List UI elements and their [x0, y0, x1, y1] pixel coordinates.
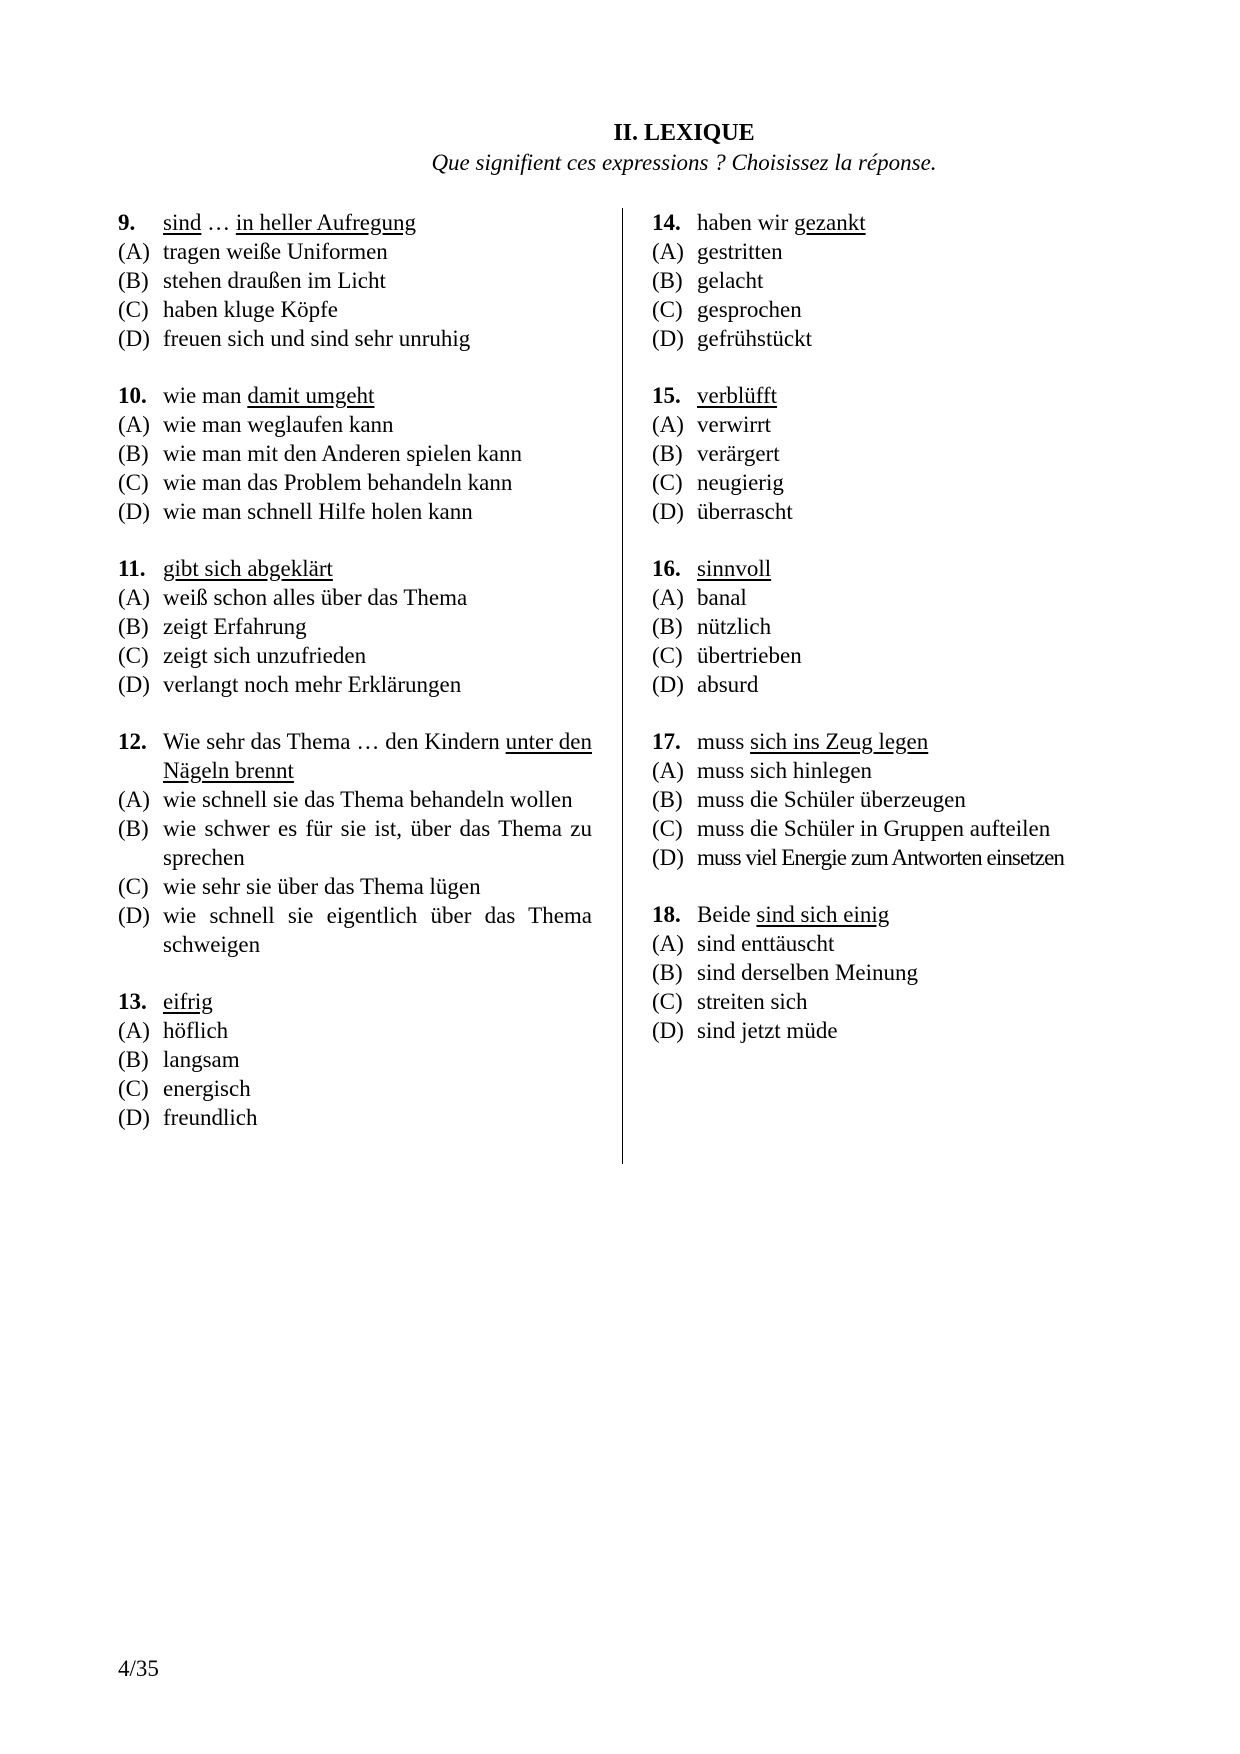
option-letter: (D) [652, 1018, 684, 1043]
option-text: sind jetzt müde [697, 1018, 838, 1043]
option-letter: (B) [118, 816, 149, 841]
option-text: verlangt noch mehr Erklärungen [163, 672, 462, 697]
question-stem-row [652, 727, 1122, 756]
answer-option [118, 439, 592, 468]
question-number: 17. [652, 729, 681, 754]
option-letter: (D) [652, 672, 684, 697]
underlined-expression: gezankt [794, 210, 866, 235]
question-18 [652, 900, 1122, 1045]
question-stem [163, 727, 592, 785]
option-letter: (C) [652, 989, 683, 1014]
question-number: 16. [652, 556, 681, 581]
option-letter: (D) [652, 326, 684, 351]
option-text: banal [697, 585, 747, 610]
answer-option [652, 439, 1122, 468]
question-stem [163, 554, 592, 583]
option-text: sind derselben Meinung [697, 960, 919, 985]
right-question-column [652, 208, 1122, 1073]
answer-option [652, 958, 1122, 987]
question-stem [697, 381, 1122, 410]
option-text: wie man weglaufen kann [163, 412, 394, 437]
answer-option [652, 785, 1122, 814]
option-text: wie man schnell Hilfe holen kann [163, 499, 473, 524]
question-stem [697, 554, 1122, 583]
option-text: höflich [163, 1018, 229, 1043]
option-text: stehen draußen im Licht [163, 268, 386, 293]
question-number: 13. [118, 989, 147, 1014]
option-text: freundlich [163, 1105, 258, 1130]
question-stem [163, 208, 592, 237]
option-letter: (D) [118, 326, 150, 351]
question-stem [697, 900, 1122, 929]
option-letter: (C) [118, 1076, 149, 1101]
answer-option [652, 612, 1122, 641]
question-stem [697, 208, 1122, 237]
answer-option [118, 410, 592, 439]
question-number: 11. [118, 556, 146, 581]
option-letter: (B) [652, 960, 683, 985]
answer-option [118, 237, 592, 266]
question-number: 10. [118, 383, 147, 408]
stem-text: wie man [163, 383, 248, 408]
stem-text: muss [697, 729, 751, 754]
option-text: überrascht [697, 499, 793, 524]
option-text: wie sehr sie über das Thema lügen [163, 874, 481, 899]
left-question-column [118, 208, 592, 1160]
answer-option [652, 497, 1122, 526]
answer-option [652, 756, 1122, 785]
option-text: muss sich hinlegen [697, 758, 873, 783]
page-number: 4/35 [118, 1656, 159, 1681]
answer-option [652, 929, 1122, 958]
answer-option [652, 295, 1122, 324]
option-letter: (A) [652, 412, 684, 437]
section-title: II. LEXIQUE [613, 120, 755, 146]
option-text: gelacht [697, 268, 764, 293]
question-stem-row [652, 208, 1122, 237]
underlined-expression: in heller Aufregung [235, 210, 416, 235]
option-text: gestritten [697, 239, 783, 264]
option-letter: (C) [652, 297, 683, 322]
answer-option [652, 843, 1122, 872]
question-stem-row [652, 554, 1122, 583]
question-stem [163, 987, 592, 1016]
question-number: 15. [652, 383, 681, 408]
question-number: 14. [652, 210, 681, 235]
option-text: gesprochen [697, 297, 802, 322]
answer-option [118, 295, 592, 324]
underlined-expression: gibt sich abgeklärt [163, 556, 333, 581]
option-letter: (C) [118, 297, 149, 322]
option-text: energisch [163, 1076, 251, 1101]
option-letter: (B) [652, 268, 683, 293]
underlined-expression: damit umgeht [247, 383, 375, 408]
option-letter: (D) [118, 672, 150, 697]
question-stem-row [652, 381, 1122, 410]
option-text: langsam [163, 1047, 240, 1072]
stem-text: haben wir [697, 210, 795, 235]
option-letter: (B) [118, 614, 149, 639]
question-stem [697, 727, 1122, 756]
option-letter: (A) [652, 758, 684, 783]
section-instruction: Que signifient ces expressions ? Choisissez la réponse. [431, 150, 937, 175]
underlined-expression: eifrig [163, 989, 213, 1014]
answer-option [118, 583, 592, 612]
question-12 [118, 727, 592, 959]
question-stem-row [118, 381, 592, 410]
option-letter: (C) [652, 816, 683, 841]
option-letter: (C) [118, 470, 149, 495]
answer-option [118, 1016, 592, 1045]
option-letter: (A) [652, 585, 684, 610]
answer-option [652, 1016, 1122, 1045]
question-10 [118, 381, 592, 526]
option-text: übertrieben [697, 643, 802, 668]
answer-option [118, 497, 592, 526]
question-stem-row [118, 727, 592, 785]
stem-text: Wie sehr das Thema … den Kindern [163, 729, 506, 754]
option-letter: (A) [118, 585, 150, 610]
answer-option [118, 324, 592, 353]
question-15 [652, 381, 1122, 526]
option-text: absurd [697, 672, 759, 697]
option-text: wie man mit den Anderen spielen kann [163, 441, 522, 466]
stem-text: Beide [697, 902, 757, 927]
option-letter: (B) [652, 441, 683, 466]
answer-option [652, 468, 1122, 497]
option-letter: (A) [118, 239, 150, 264]
option-text: wie schwer es für sie ist, über das Thema zu sprechen [163, 816, 592, 870]
option-letter: (B) [652, 614, 683, 639]
underlined-expression: unter den Nägeln brennt [163, 729, 592, 783]
option-letter: (D) [118, 903, 150, 928]
question-9 [118, 208, 592, 353]
option-text: tragen weiße Uniformen [163, 239, 388, 264]
answer-option [652, 237, 1122, 266]
stem-text: … [201, 210, 236, 235]
option-letter: (C) [118, 874, 149, 899]
answer-option [118, 670, 592, 699]
option-letter: (D) [652, 845, 684, 870]
question-stem-row [118, 208, 592, 237]
option-text: freuen sich und sind sehr unruhig [163, 326, 471, 351]
answer-option [118, 785, 592, 814]
answer-option [118, 468, 592, 497]
option-letter: (C) [652, 470, 683, 495]
option-text: wie man das Problem behandeln kann [163, 470, 513, 495]
option-text: muss die Schüler überzeugen [697, 787, 966, 812]
underlined-expression: sind sich einig [756, 902, 890, 927]
question-stem-row [118, 987, 592, 1016]
question-number: 9. [118, 210, 136, 235]
answer-option [652, 987, 1122, 1016]
question-stem-row [118, 554, 592, 583]
option-letter: (A) [652, 239, 684, 264]
answer-option [652, 670, 1122, 699]
answer-option [118, 1074, 592, 1103]
answer-option [652, 583, 1122, 612]
question-number: 18. [652, 902, 681, 927]
option-text: neugierig [697, 470, 784, 495]
option-text: haben kluge Köpfe [163, 297, 338, 322]
column-divider [622, 208, 623, 1164]
option-text: gefrühstückt [697, 326, 812, 351]
answer-option [652, 266, 1122, 295]
answer-option [118, 872, 592, 901]
option-text: streiten sich [697, 989, 808, 1014]
option-text: nützlich [697, 614, 772, 639]
option-text: muss viel Energie zum Antworten einsetzen [697, 845, 1064, 870]
option-letter: (B) [118, 1047, 149, 1072]
question-stem [163, 381, 592, 410]
option-letter: (A) [652, 931, 684, 956]
answer-option [118, 612, 592, 641]
option-letter: (D) [118, 499, 150, 524]
option-text: weiß schon alles über das Thema [163, 585, 468, 610]
question-17 [652, 727, 1122, 872]
answer-option [652, 324, 1122, 353]
option-letter: (C) [652, 643, 683, 668]
option-text: zeigt sich unzufrieden [163, 643, 367, 668]
section-header [0, 118, 1240, 178]
option-letter: (A) [118, 787, 150, 812]
answer-option [652, 814, 1122, 843]
underlined-expression: sich ins Zeug legen [750, 729, 929, 754]
option-text: muss die Schüler in Gruppen aufteilen [697, 816, 1051, 841]
answer-option [118, 1045, 592, 1074]
option-text: verwirrt [697, 412, 772, 437]
answer-option [118, 641, 592, 670]
question-number: 12. [118, 729, 147, 754]
question-14 [652, 208, 1122, 353]
answer-option [118, 266, 592, 295]
option-text: verärgert [697, 441, 780, 466]
answer-option [118, 1103, 592, 1132]
answer-option [118, 814, 592, 872]
question-16 [652, 554, 1122, 699]
underlined-expression: sinnvoll [697, 556, 772, 581]
option-letter: (D) [652, 499, 684, 524]
option-letter: (A) [118, 412, 150, 437]
question-13 [118, 987, 592, 1132]
question-stem-row [652, 900, 1122, 929]
option-text: wie schnell sie eigentlich über das Thema schweigen [163, 903, 592, 957]
question-11 [118, 554, 592, 699]
option-letter: (A) [118, 1018, 150, 1043]
option-letter: (B) [118, 441, 149, 466]
option-text: wie schnell sie das Thema behandeln wollen [163, 787, 573, 812]
option-letter: (B) [118, 268, 149, 293]
option-letter: (C) [118, 643, 149, 668]
answer-option [652, 641, 1122, 670]
option-text: zeigt Erfahrung [163, 614, 307, 639]
answer-option [652, 410, 1122, 439]
underlined-expression: sind [163, 210, 202, 235]
option-letter: (B) [652, 787, 683, 812]
answer-option [118, 901, 592, 959]
underlined-expression: verblüfft [697, 383, 778, 408]
option-text: sind enttäuscht [697, 931, 835, 956]
option-letter: (D) [118, 1105, 150, 1130]
